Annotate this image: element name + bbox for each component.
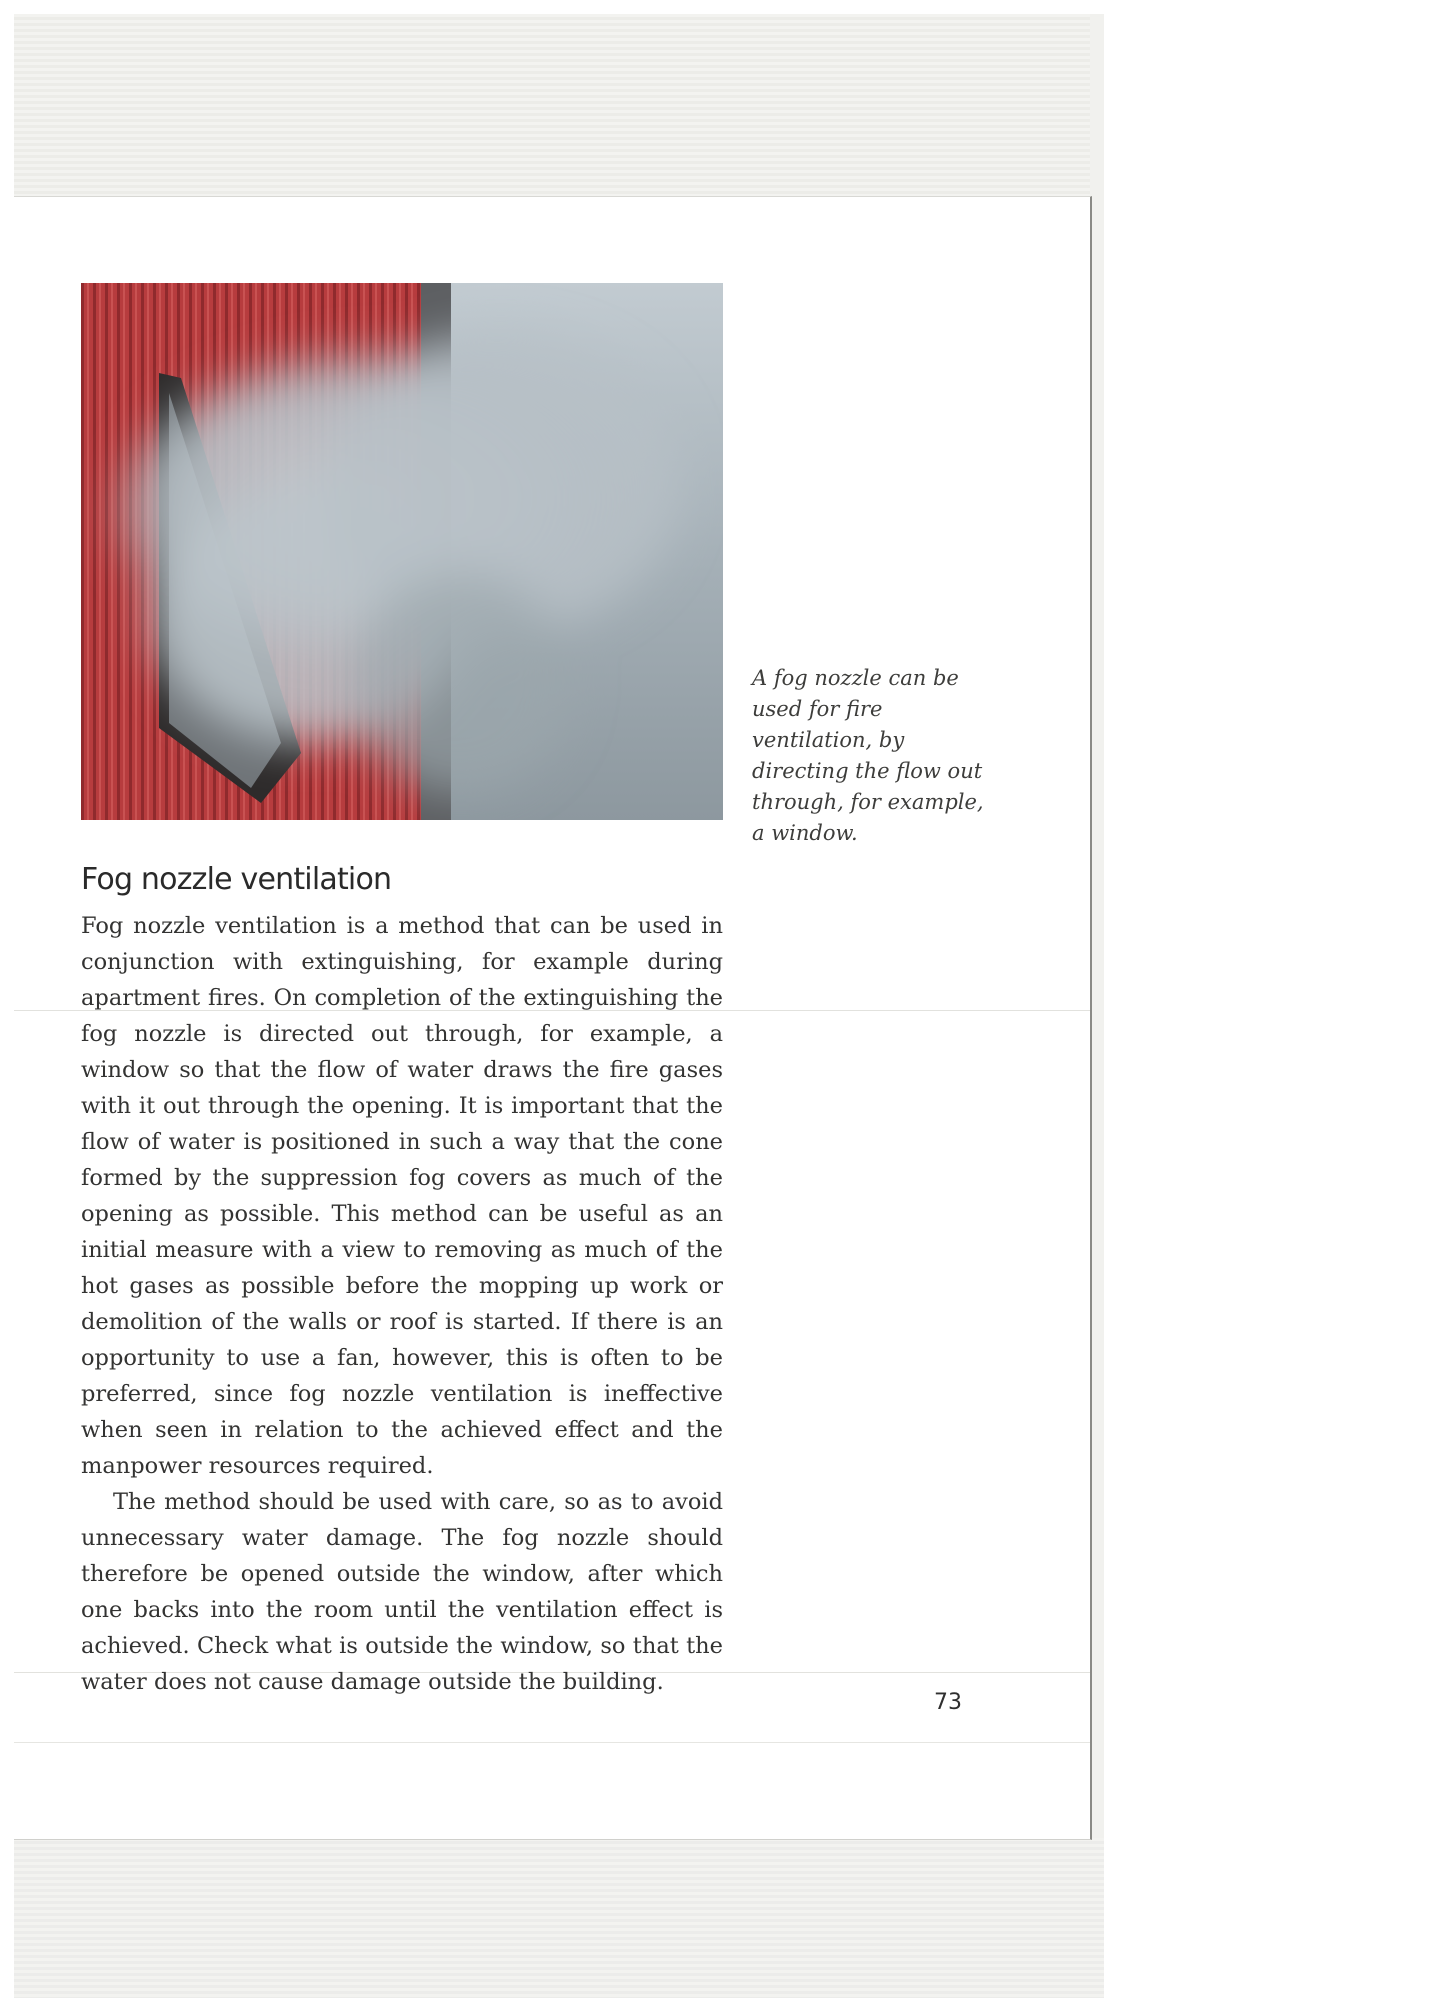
scan-background-right: [1090, 14, 1104, 1998]
section-heading: Fog nozzle ventilation: [81, 862, 392, 897]
photo-fog-nozzle-window: [81, 283, 723, 820]
section-body: [81, 908, 723, 1700]
scan-artifact-line: [14, 1742, 1090, 1743]
scan-background-bottom: [14, 1838, 1104, 1998]
page-number: 73: [934, 1690, 962, 1715]
figure-caption: A fog nozzle can be used for fire ventilation, by directing the flow out through, for example, a window.: [752, 666, 984, 845]
body-paragraph: The method should be used with care, so as to avoid unnecessary water damage. The fog nozzle should therefore be opened outside the window, after which one backs into the room until the ventilation effect is achieved. Check what is outside the window, so that the water does not cause damage outside the building.: [81, 1489, 723, 1695]
scan-background-top: [14, 14, 1104, 196]
body-paragraph: Fog nozzle ventilation is a method that can be used in conjunction with extinguishing, for example during apartment fires. On completion of the extinguishing the fog nozzle is directed out through, for example, a window so that the flow of water draws the fire gases with it out through the opening. It is important that the flow of water is positioned in such a way that the cone formed by the suppression fog covers as much of the opening as possible. This method can be useful as an initial measure with a view to removing as much of the hot gases as possible before the mopping up work or demolition of the walls or roof is started. If there is an opportunity to use a fan, however, this is often to be preferred, since fog nozzle ventilation is ineffective when seen in relation to the achieved effect and the manpower resources required.: [81, 913, 723, 1479]
